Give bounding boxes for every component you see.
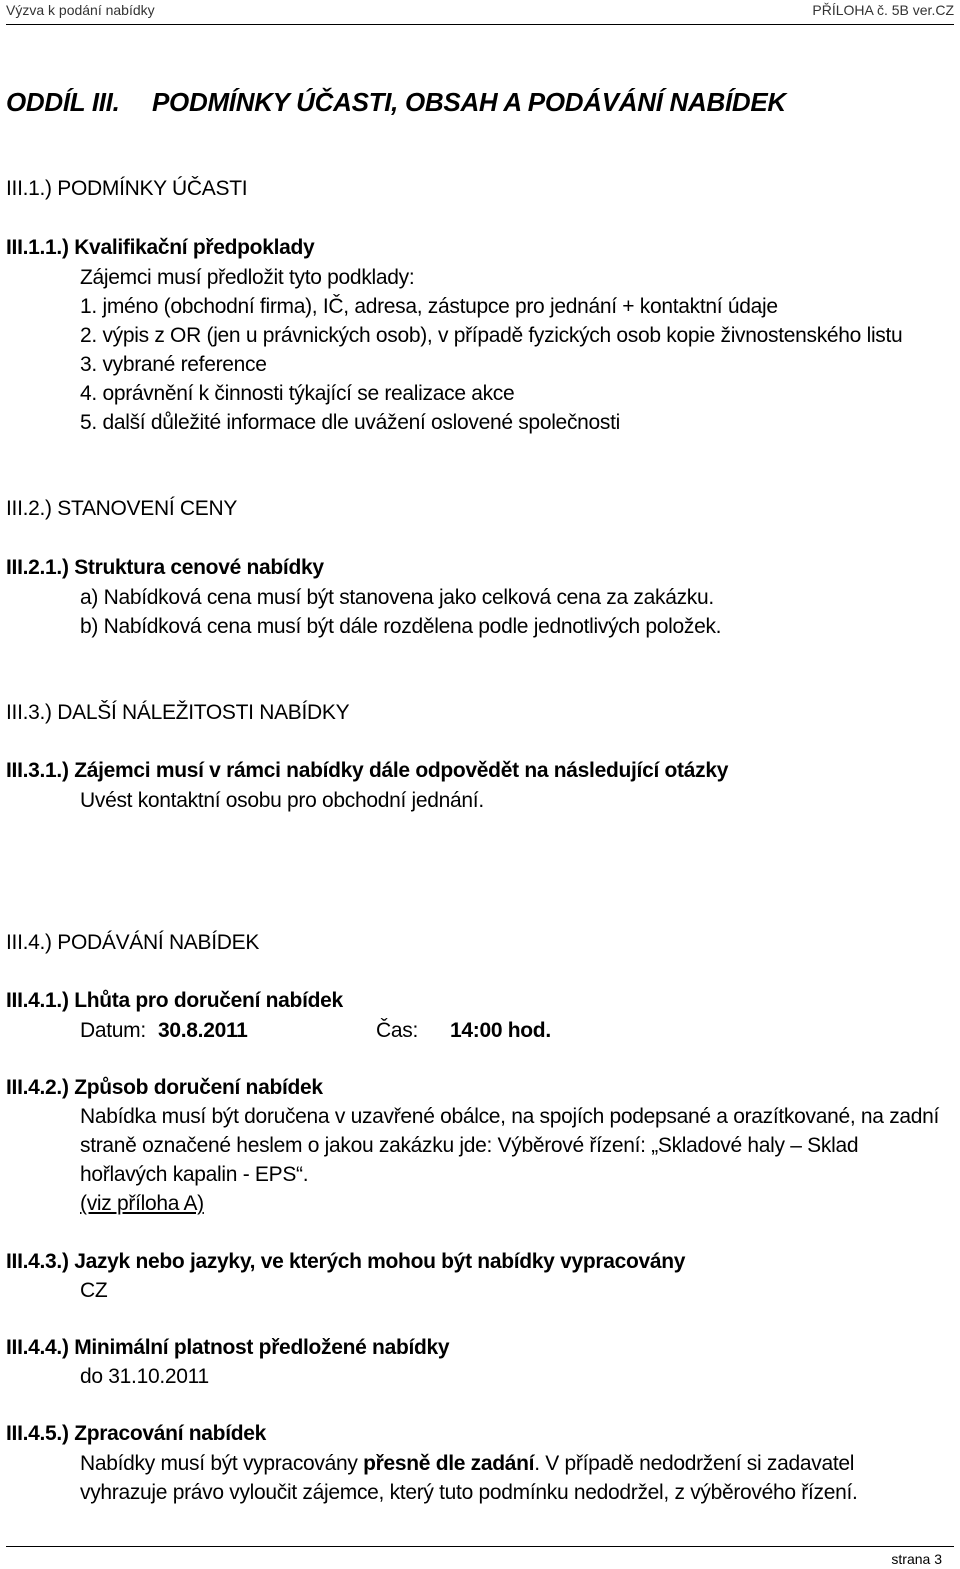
qualification-item-5: 5. další důležité informace dle uvážení oslovené společnosti <box>80 411 620 434</box>
validity-value: do 31.10.2011 <box>80 1365 209 1388</box>
heading-iii-2-1: III.2.1.) Struktura cenové nabídky <box>6 556 324 579</box>
language-value: CZ <box>80 1279 108 1302</box>
processing-text-post: . V případě nedodržení si zadavatel <box>534 1452 855 1475</box>
qualification-item-4: 4. oprávnění k činnosti týkající se realizace akce <box>80 382 515 405</box>
heading-iii-2: III.2.) STANOVENÍ CENY <box>6 497 238 520</box>
deadline-time-value: 14:00 hod. <box>450 1019 551 1042</box>
qualification-item-3: 3. vybrané reference <box>80 353 267 376</box>
page-header <box>6 2 954 22</box>
attachment-a-link[interactable]: (viz příloha A) <box>80 1192 204 1215</box>
contact-person-text: Uvést kontaktní osobu pro obchodní jednání. <box>80 789 484 812</box>
page-number: strana 3 <box>891 1551 942 1567</box>
section-number: ODDÍL III. <box>6 87 120 117</box>
delivery-text-line-1: Nabídka musí být doručena v uzavřené obálce, na spojích podepsané a orazítkované, na zadní <box>80 1105 940 1128</box>
heading-iii-4-3: III.4.3.) Jazyk nebo jazyky, ve kterých mohou být nabídky vypracovány <box>6 1250 686 1273</box>
deadline-time-label: Čas: <box>376 1019 418 1042</box>
qualification-item-1: 1. jméno (obchodní firma), IČ, adresa, zástupce pro jednání + kontaktní údaje <box>80 295 778 318</box>
deadline-date-label: Datum: <box>80 1019 146 1042</box>
heading-iii-3: III.3.) DALŠÍ NÁLEŽITOSTI NABÍDKY <box>6 701 350 724</box>
heading-iii-4-1: III.4.1.) Lhůta pro doručení nabídek <box>6 989 343 1012</box>
processing-text-pre: Nabídky musí být vypracovány <box>80 1452 364 1475</box>
heading-iii-4-2: III.4.2.) Způsob doručení nabídek <box>6 1076 323 1099</box>
price-item-b: b) Nabídková cena musí být dále rozdělena podle jednotlivých položek. <box>80 615 722 638</box>
heading-iii-4: III.4.) PODÁVÁNÍ NABÍDEK <box>6 931 260 954</box>
processing-text-line-1 <box>80 1452 854 1476</box>
qualification-intro: Zájemci musí předložit tyto podklady: <box>80 266 415 289</box>
heading-iii-1-1: III.1.1.) Kvalifikační předpoklady <box>6 236 315 259</box>
qualification-item-2: 2. výpis z OR (jen u právnických osob), v případě fyzických osob kopie živnostenského listu <box>80 324 903 347</box>
processing-text-emphasis: přesně dle zadání <box>363 1452 535 1475</box>
delivery-text-line-2: straně označené heslem o jakou zakázku jde: Výběrové řízení: „Skladové haly – Sklad <box>80 1134 859 1157</box>
header-attachment-label: PŘÍLOHA č. 5B ver.CZ <box>812 2 954 18</box>
delivery-text-line-3: hořlavých kapalin - EPS“. <box>80 1163 309 1186</box>
heading-iii-4-4: III.4.4.) Minimální platnost předložené nabídky <box>6 1336 450 1359</box>
price-item-a: a) Nabídková cena musí být stanovena jako celková cena za zakázku. <box>80 586 714 609</box>
heading-iii-3-1: III.3.1.) Zájemci musí v rámci nabídky dále odpovědět na následující otázky <box>6 759 729 782</box>
header-divider <box>6 24 954 25</box>
heading-iii-1: III.1.) PODMÍNKY ÚČASTI <box>6 177 248 200</box>
heading-iii-4-5: III.4.5.) Zpracování nabídek <box>6 1422 267 1445</box>
header-document-title: Výzva k podání nabídky <box>6 2 155 18</box>
processing-text-line-2: vyhrazuje právo vyloučit zájemce, který tuto podmínku nedodržel, z výběrového řízení. <box>80 1481 858 1504</box>
section-title: PODMÍNKY ÚČASTI, OBSAH A PODÁVÁNÍ NABÍDEK <box>152 87 786 117</box>
deadline-date-value: 30.8.2011 <box>158 1019 248 1042</box>
footer-divider <box>6 1546 954 1547</box>
